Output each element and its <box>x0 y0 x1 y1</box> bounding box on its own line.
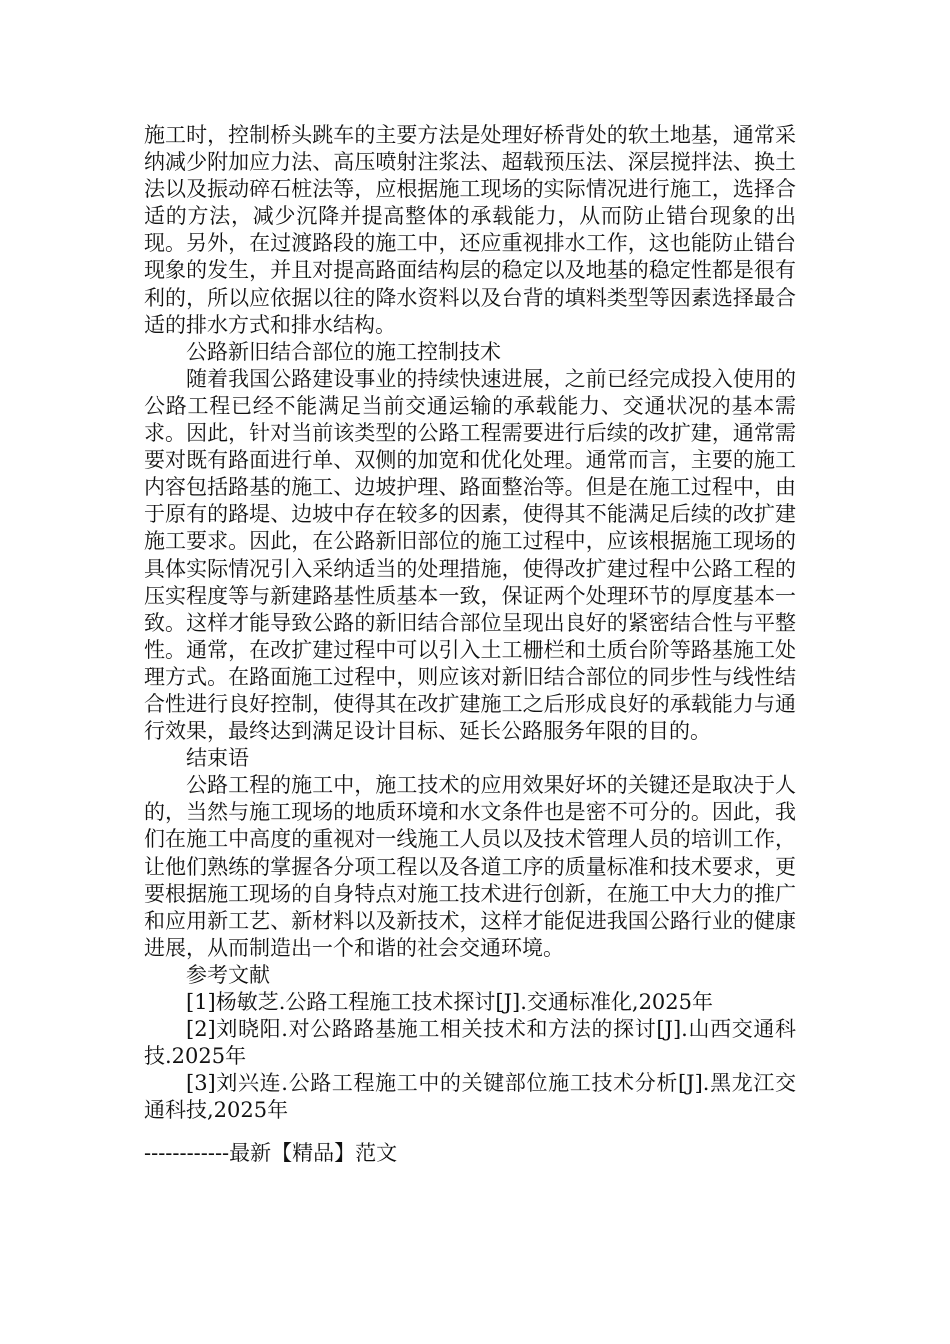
conclusion-heading: 结束语 <box>186 746 249 771</box>
reference-item: [3]刘兴连.公路工程施工中的关键部位施工技术分析[J].黑龙江交通科技,2025年 <box>144 1071 796 1123</box>
document-body <box>144 122 796 1124</box>
reference-item: [2]刘晓阳.对公路路基施工相关技术和方法的探讨[J].山西交通科技.2025年 <box>144 1017 796 1069</box>
reference-item: [1]杨敏芝.公路工程施工技术探讨[J].交通标准化,2025年 <box>186 990 714 1014</box>
paragraph-section: 随着我国公路建设事业的持续快速进展，之前已经完成投入使用的公路工程已经不能满足当前交通运输的承载能力、交通状况的基本需求。因此，针对当前该类型的公路工程需要进行后续的改扩建，通常需要对既有路面进行单、双侧的加宽和优化处理。通常而言，主要的施工内容包括路基的施工、边坡护理、路面整治等。但是在施工过程中，由于原有的路堤、边坡中存在较多的因素，使得其不能满足后续的改扩建施工要求。因此，在公路新旧部位的施工过程中，应该根据施工现场的具体实际情况引入采纳适当的处理措施，使得改扩建过程中公路工程的压实程度等与新建路基性质基本一致，保证两个处理环节的厚度基本一致。这样才能导致公路的新旧结合部位呈现出良好的紧密结合性与平整性。通常，在改扩建过程中可以引入土工栅栏和土质台阶等路基施工处理方式。在路面施工过程中，则应该对新旧结合部位的同步性与线性结合性进行良好控制，使得其在改扩建施工之后形成良好的承载能力与通行效果，最终达到满足设计目标、延长公路服务年限的目的。 <box>144 366 796 744</box>
footer-text: ------------最新【精品】范文 <box>144 1141 398 1165</box>
paragraph-conclusion: 公路工程的施工中，施工技术的应用效果好坏的关键还是取决于人的，当然与施工现场的地质环境和水文条件也是密不可分的。因此，我们在施工中高度的重视对一线施工人员以及技术管理人员的培训工作，让他们熟练的掌握各分项工程以及各道工序的质量标准和技术要求，更要根据施工现场的自身特点对施工技术进行创新，在施工中大力的推广和应用新工艺、新材料以及新技术，这样才能促进我国公路行业的健康进展，从而制造出一个和谐的社会交通环境。 <box>144 773 796 960</box>
section-heading: 公路新旧结合部位的施工控制技术 <box>186 339 501 364</box>
paragraph-intro: 施工时，控制桥头跳车的主要方法是处理好桥背处的软土地基，通常采纳减少附加应力法、高压喷射注浆法、超载预压法、深层搅拌法、换土法以及振动碎石桩法等，应根据施工现场的实际情况进行施工，选择合适的方法，减少沉降并提高整体的承载能力，从而防止错台现象的出现。另外，在过渡路段的施工中，还应重视排水工作，这也能防止错台现象的发生，并且对提高路面结构层的稳定以及地基的稳定性都是很有利的，所以应依据以往的降水资料以及台背的填料类型等因素选择最合适的排水方式和排水结构。 <box>144 123 796 337</box>
references-heading: 参考文献 <box>186 962 270 987</box>
